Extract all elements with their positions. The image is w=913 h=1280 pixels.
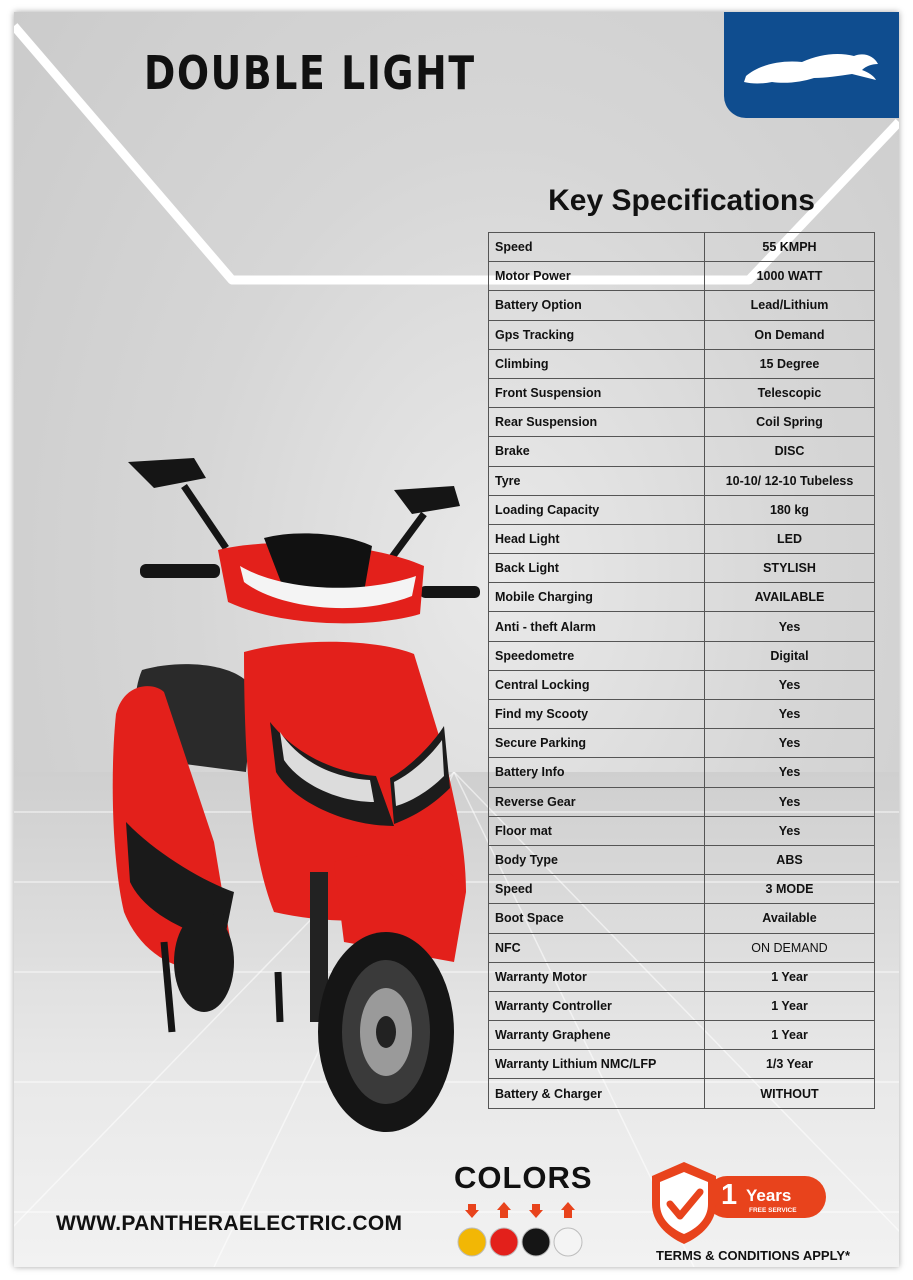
spec-label: Head Light [489, 524, 705, 553]
product-title: DOUBLE LIGHT [144, 46, 476, 100]
arrow-up-icon [561, 1202, 575, 1218]
spec-row [489, 933, 875, 962]
color-swatch-black[interactable] [522, 1228, 550, 1256]
spec-row [489, 349, 875, 378]
spec-row [489, 320, 875, 349]
spec-row [489, 291, 875, 320]
spec-label: Loading Capacity [489, 495, 705, 524]
spec-label: Boot Space [489, 904, 705, 933]
spec-value: 1 Year [705, 962, 875, 991]
spec-value: Yes [705, 670, 875, 699]
spec-row [489, 524, 875, 553]
spec-value: DISC [705, 437, 875, 466]
spec-row [489, 612, 875, 641]
brochure-page [14, 12, 899, 1267]
spec-value: 1 Year [705, 1021, 875, 1050]
spec-value: Yes [705, 729, 875, 758]
spec-label: Battery Info [489, 758, 705, 787]
spec-value: 1/3 Year [705, 1050, 875, 1079]
spec-label: Motor Power [489, 262, 705, 291]
website-url[interactable]: WWW.PANTHERAELECTRIC.COM [56, 1212, 403, 1235]
spec-value: 3 MODE [705, 875, 875, 904]
spec-label: Front Suspension [489, 378, 705, 407]
spec-row [489, 408, 875, 437]
spec-label: Speed [489, 233, 705, 262]
spec-label: NFC [489, 933, 705, 962]
shield-check-icon [652, 1162, 716, 1244]
arrow-down-icon [529, 1204, 543, 1218]
spec-value: Yes [705, 787, 875, 816]
spec-value: 1 Year [705, 991, 875, 1020]
spec-row [489, 641, 875, 670]
spec-value: Digital [705, 641, 875, 670]
spec-label: Climbing [489, 349, 705, 378]
spec-label: Central Locking [489, 670, 705, 699]
spec-value: Yes [705, 612, 875, 641]
spec-row [489, 1021, 875, 1050]
spec-row [489, 583, 875, 612]
spec-row [489, 554, 875, 583]
spec-value: ON DEMAND [705, 933, 875, 962]
key-specifications-heading: Key Specifications [548, 184, 815, 217]
spec-row [489, 904, 875, 933]
spec-row [489, 875, 875, 904]
spec-label: Brake [489, 437, 705, 466]
spec-value: Yes [705, 700, 875, 729]
spec-row [489, 437, 875, 466]
spec-row [489, 700, 875, 729]
spec-value: 15 Degree [705, 349, 875, 378]
spec-value: 55 KMPH [705, 233, 875, 262]
spec-label: Warranty Motor [489, 962, 705, 991]
spec-row [489, 962, 875, 991]
spec-row [489, 1050, 875, 1079]
terms-conditions: TERMS & CONDITIONS APPLY* [656, 1248, 851, 1263]
spec-value: AVAILABLE [705, 583, 875, 612]
spec-row [489, 816, 875, 845]
spec-row [489, 466, 875, 495]
spec-value: Coil Spring [705, 408, 875, 437]
arrow-up-icon [497, 1202, 511, 1218]
warranty-years-label: Years [746, 1186, 792, 1205]
specifications-table [488, 232, 875, 1109]
spec-label: Battery Option [489, 291, 705, 320]
spec-value: Lead/Lithium [705, 291, 875, 320]
spec-row [489, 845, 875, 874]
red-electric-scooter-icon [94, 442, 484, 1142]
spec-label: Body Type [489, 845, 705, 874]
color-swatches [454, 1200, 604, 1260]
spec-label: Warranty Controller [489, 991, 705, 1020]
spec-label: Anti - theft Alarm [489, 612, 705, 641]
spec-label: Battery & Charger [489, 1079, 705, 1108]
color-swatch-red[interactable] [490, 1228, 518, 1256]
spec-label: Speed [489, 875, 705, 904]
spec-value: Available [705, 904, 875, 933]
color-swatch-yellow[interactable] [458, 1228, 486, 1256]
spec-row [489, 495, 875, 524]
warranty-free-service: FREE SERVICE [749, 1207, 797, 1214]
spec-value: 1000 WATT [705, 262, 875, 291]
spec-value: 180 kg [705, 495, 875, 524]
warranty-badge [650, 1160, 840, 1248]
spec-value: On Demand [705, 320, 875, 349]
arrow-down-icon [465, 1204, 479, 1218]
spec-label: Reverse Gear [489, 787, 705, 816]
spec-label: Secure Parking [489, 729, 705, 758]
spec-value: STYLISH [705, 554, 875, 583]
spec-label: Find my Scooty [489, 700, 705, 729]
spec-row [489, 758, 875, 787]
colors-title: COLORS [454, 1160, 593, 1195]
spec-label: Mobile Charging [489, 583, 705, 612]
spec-value: Yes [705, 758, 875, 787]
spec-row [489, 787, 875, 816]
spec-label: Back Light [489, 554, 705, 583]
brand-logo [724, 12, 899, 118]
spec-label: Speedometre [489, 641, 705, 670]
spec-row [489, 1079, 875, 1108]
spec-row [489, 670, 875, 699]
spec-row [489, 378, 875, 407]
warranty-number: 1 [721, 1179, 738, 1211]
spec-label: Warranty Graphene [489, 1021, 705, 1050]
spec-value: 10-10/ 12-10 Tubeless [705, 466, 875, 495]
spec-value: ABS [705, 845, 875, 874]
spec-label: Rear Suspension [489, 408, 705, 437]
spec-label: Gps Tracking [489, 320, 705, 349]
spec-value: LED [705, 524, 875, 553]
spec-row [489, 262, 875, 291]
panther-leaping-icon [742, 42, 882, 92]
spec-label: Warranty Lithium NMC/LFP [489, 1050, 705, 1079]
spec-label: Tyre [489, 466, 705, 495]
spec-value: Yes [705, 816, 875, 845]
spec-label: Floor mat [489, 816, 705, 845]
color-swatch-white[interactable] [554, 1228, 582, 1256]
spec-value: WITHOUT [705, 1079, 875, 1108]
spec-value: Telescopic [705, 378, 875, 407]
spec-row [489, 729, 875, 758]
spec-row [489, 991, 875, 1020]
spec-row [489, 233, 875, 262]
